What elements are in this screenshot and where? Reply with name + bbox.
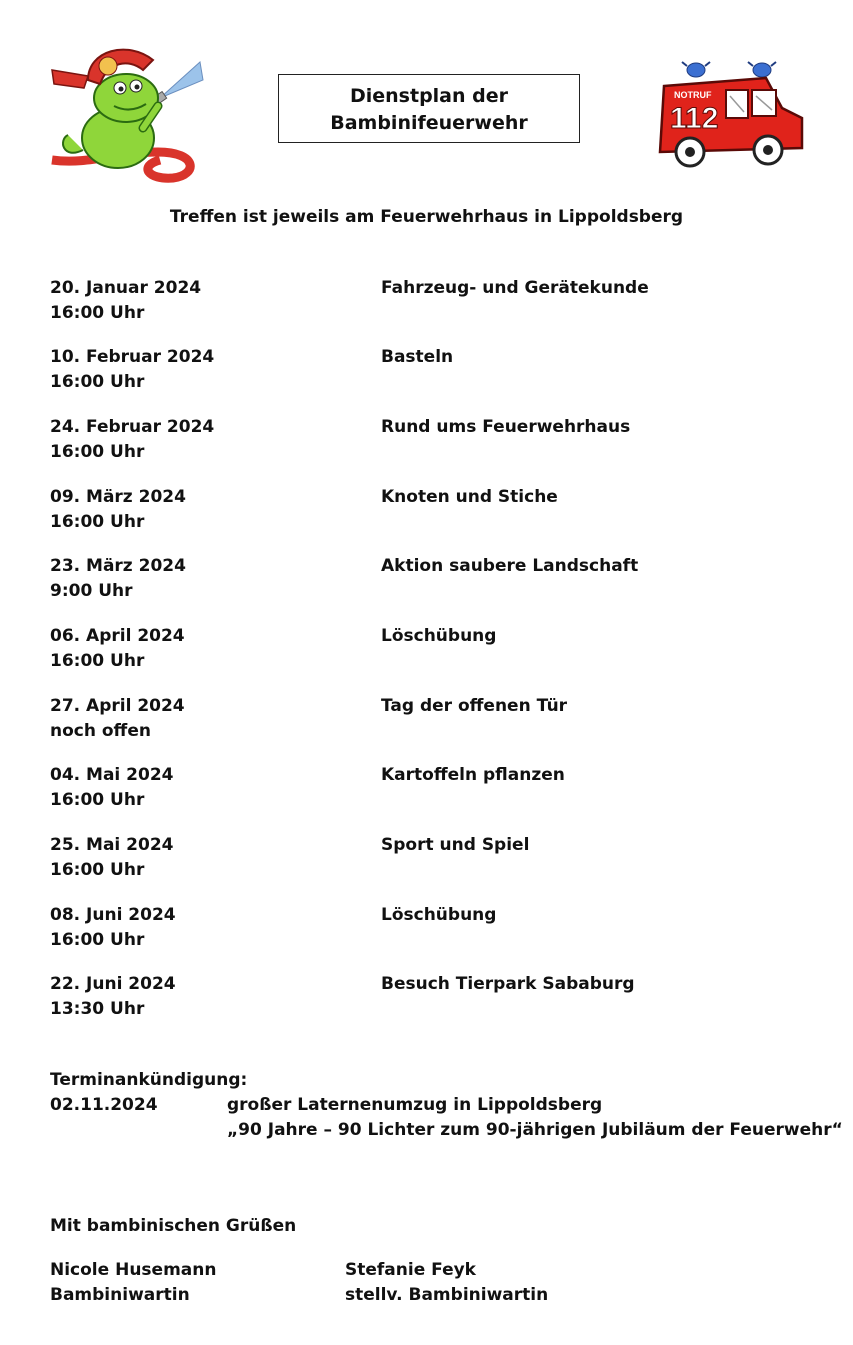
schedule-time: 16:00 Uhr — [50, 930, 145, 950]
schedule-date: 22. Juni 2024 — [50, 974, 176, 994]
schedule-topic: Löschübung — [381, 626, 497, 646]
schedule-row — [50, 278, 810, 330]
signer-1-role: Bambiniwartin — [50, 1285, 190, 1305]
schedule-row — [50, 626, 810, 678]
truck-notruf-label: NOTRUF — [674, 90, 712, 100]
schedule-row — [50, 765, 810, 817]
truck-112-label: 112 — [670, 102, 719, 135]
schedule-date: 09. März 2024 — [50, 487, 186, 507]
schedule-date: 20. Januar 2024 — [50, 278, 202, 298]
schedule-date: 10. Februar 2024 — [50, 347, 215, 367]
schedule-topic: Knoten und Stiche — [381, 487, 558, 507]
schedule-row — [50, 835, 810, 887]
meeting-location-note: Treffen ist jeweils am Feuerwehrhaus in Lippoldsberg — [169, 207, 684, 227]
title-line-1: Dienstplan der — [349, 85, 509, 107]
schedule-time: 13:30 Uhr — [50, 999, 145, 1019]
fire-truck-icon — [656, 56, 806, 171]
signer-2-name: Stefanie Feyk — [345, 1260, 476, 1280]
schedule-topic: Basteln — [381, 347, 454, 367]
title-line-2: Bambinifeuerwehr — [330, 112, 528, 134]
signer-1-name: Nicole Husemann — [50, 1260, 217, 1280]
announcement-motto: „90 Jahre – 90 Lichter zum 90-jährigen Jubiläum der Feuerwehr“ — [227, 1120, 843, 1140]
schedule-time: noch offen — [50, 721, 151, 741]
schedule-time: 9:00 Uhr — [50, 581, 133, 601]
schedule-topic: Besuch Tierpark Sababurg — [381, 974, 635, 994]
schedule-time: 16:00 Uhr — [50, 790, 145, 810]
announcement-date: 02.11.2024 — [50, 1095, 158, 1115]
schedule-topic: Kartoffeln pflanzen — [381, 765, 565, 785]
signer-2-role: stellv. Bambiniwartin — [345, 1285, 549, 1305]
schedule-row — [50, 417, 810, 469]
schedule-date: 08. Juni 2024 — [50, 905, 176, 925]
schedule-row — [50, 347, 810, 399]
schedule-row — [50, 696, 810, 748]
schedule-date: 27. April 2024 — [50, 696, 185, 716]
schedule-topic: Fahrzeug- und Gerätekunde — [381, 278, 649, 298]
schedule-time: 16:00 Uhr — [50, 860, 145, 880]
schedule-row — [50, 556, 810, 608]
schedule-time: 16:00 Uhr — [50, 372, 145, 392]
schedule-date: 04. Mai 2024 — [50, 765, 174, 785]
schedule-topic: Aktion saubere Landschaft — [381, 556, 639, 576]
page-title — [278, 74, 580, 143]
closing-greeting: Mit bambinischen Grüßen — [50, 1216, 297, 1236]
firefighter-dragon-icon — [48, 40, 208, 185]
schedule-time: 16:00 Uhr — [50, 303, 145, 323]
schedule-date: 23. März 2024 — [50, 556, 186, 576]
announcement-event: großer Laternenumzug in Lippoldsberg — [227, 1095, 603, 1115]
schedule-topic: Sport und Spiel — [381, 835, 530, 855]
schedule-topic: Tag der offenen Tür — [381, 696, 568, 716]
schedule-topic: Löschübung — [381, 905, 497, 925]
schedule-time: 16:00 Uhr — [50, 651, 145, 671]
announcement-label: Terminankündigung: — [50, 1070, 248, 1090]
schedule-time: 16:00 Uhr — [50, 442, 145, 462]
schedule-row — [50, 905, 810, 957]
schedule-row — [50, 974, 810, 1026]
schedule-row — [50, 487, 810, 539]
schedule-date: 25. Mai 2024 — [50, 835, 174, 855]
schedule-date: 06. April 2024 — [50, 626, 185, 646]
schedule-time: 16:00 Uhr — [50, 512, 145, 532]
schedule-topic: Rund ums Feuerwehrhaus — [381, 417, 631, 437]
schedule-date: 24. Februar 2024 — [50, 417, 215, 437]
